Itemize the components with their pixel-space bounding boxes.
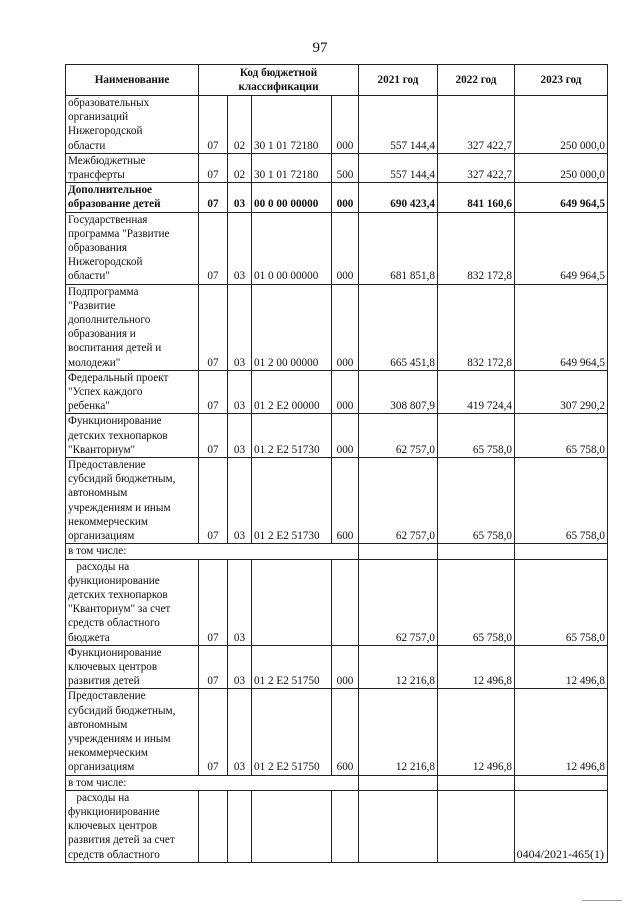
cell-y2023: 250 000,0 [515, 153, 608, 182]
row-name [66, 544, 359, 559]
row-name-line: развития детей за счет [68, 834, 175, 847]
cell-b: 02 [228, 153, 252, 182]
cell-y2023: 12 496,8 [515, 645, 608, 689]
cell-c: 01 2 E2 51750 [252, 645, 332, 689]
row-name-line: "Развитие [68, 299, 116, 312]
table-row [66, 183, 608, 212]
row-name-line: "Кванториум" [68, 443, 136, 456]
row-name-line: функционирование [68, 805, 160, 818]
row-name-line: субсидий бюджетным, [68, 473, 176, 486]
cell-b: 03 [228, 212, 252, 284]
cell-d: 600 [332, 689, 359, 775]
cell-y2021: 557 144,4 [359, 153, 438, 182]
row-name-line: Федеральный проект [68, 371, 169, 384]
cell-y2021: 681 851,8 [359, 212, 438, 284]
row-name-line: Государственная [68, 213, 148, 226]
row-name [66, 458, 199, 544]
row-name-line: Нижегородской [68, 125, 143, 138]
table-header-row [66, 65, 608, 96]
table-row [66, 96, 608, 154]
cell-a: 07 [199, 96, 228, 154]
cell-y2021: 690 423,4 [359, 183, 438, 212]
row-name-line: ключевых центров [68, 820, 158, 833]
row-name-line: организаций [68, 111, 129, 124]
cell-y2022: 12 496,8 [438, 689, 515, 775]
cell-y2021 [359, 790, 438, 862]
cell-y2021 [359, 544, 438, 559]
row-name [66, 96, 199, 154]
cell-c: 00 0 00 00000 [252, 183, 332, 212]
cell-a: 07 [199, 689, 228, 775]
row-name-line: молодежи" [68, 356, 121, 369]
header-name: Наименование [66, 65, 199, 96]
cell-y2022 [438, 544, 515, 559]
row-name [66, 559, 199, 645]
cell-a: 07 [199, 183, 228, 212]
cell-y2021: 62 757,0 [359, 458, 438, 544]
cell-d [332, 790, 359, 862]
table-row [66, 414, 608, 458]
table-row [66, 370, 608, 414]
cell-y2022: 12 496,8 [438, 645, 515, 689]
cell-a [199, 790, 228, 862]
row-name-line: дополнительного [68, 314, 151, 327]
row-name-line: образовательных [68, 97, 150, 109]
row-name-line: Нижегородской [68, 256, 143, 269]
cell-y2023: 65 758,0 [515, 458, 608, 544]
row-name [66, 153, 199, 182]
cell-b: 03 [228, 689, 252, 775]
cell-a: 07 [199, 212, 228, 284]
cell-d [332, 559, 359, 645]
row-name [66, 414, 199, 458]
cell-c: 30 1 01 72180 [252, 96, 332, 154]
cell-y2021: 308 807,9 [359, 370, 438, 414]
cell-a: 07 [199, 414, 228, 458]
cell-y2022: 832 172,8 [438, 284, 515, 370]
cell-y2021: 665 451,8 [359, 284, 438, 370]
row-name-line: Межбюджетные [68, 154, 146, 167]
cell-y2023 [515, 775, 608, 790]
cell-a: 07 [199, 645, 228, 689]
row-name-line: расходы на [68, 791, 130, 804]
cell-y2022: 65 758,0 [438, 458, 515, 544]
row-name-line: средств областного [68, 617, 160, 630]
budget-table [65, 64, 608, 863]
row-name-line: области [68, 139, 106, 152]
cell-d: 000 [332, 414, 359, 458]
table-body [66, 96, 608, 863]
cell-y2023: 250 000,0 [515, 96, 608, 154]
cell-a: 07 [199, 559, 228, 645]
cell-y2022: 327 422,7 [438, 96, 515, 154]
cell-y2023: 649 964,5 [515, 212, 608, 284]
row-name-line: образования [68, 242, 128, 255]
cell-d: 600 [332, 458, 359, 544]
row-name-line: некоммерческим [68, 515, 148, 528]
cell-b: 02 [228, 96, 252, 154]
cell-b: 03 [228, 370, 252, 414]
table-row [66, 559, 608, 645]
row-name-line: развития детей [68, 675, 140, 688]
cell-y2021: 62 757,0 [359, 414, 438, 458]
cell-d: 000 [332, 183, 359, 212]
cell-c [252, 559, 332, 645]
cell-y2023: 12 496,8 [515, 689, 608, 775]
cell-y2023: 65 758,0 [515, 559, 608, 645]
cell-a: 07 [199, 153, 228, 182]
cell-y2022: 419 724,4 [438, 370, 515, 414]
cell-d: 000 [332, 645, 359, 689]
cell-c: 30 1 01 72180 [252, 153, 332, 182]
table-row [66, 544, 608, 559]
table-row [66, 458, 608, 544]
row-name-line: расходы на [68, 560, 130, 573]
cell-y2021: 12 216,8 [359, 645, 438, 689]
row-name-line: некоммерческим [68, 747, 148, 760]
cell-y2021 [359, 775, 438, 790]
row-name [66, 645, 199, 689]
row-name-line: детских технопарков [68, 588, 168, 601]
cell-y2021: 62 757,0 [359, 559, 438, 645]
row-name-line: области" [68, 270, 110, 283]
page-number: 97 [312, 40, 328, 56]
row-name-line: Предоставление [68, 690, 146, 703]
row-name-line: Подпрограмма [68, 285, 139, 298]
row-name [66, 284, 199, 370]
cell-a: 07 [199, 284, 228, 370]
row-name-line: Предоставление [68, 459, 146, 472]
row-name-line: программа "Развитие [68, 227, 170, 240]
row-name-line: автономным [68, 718, 128, 731]
cell-c: 01 2 E2 51730 [252, 414, 332, 458]
table-row [66, 153, 608, 182]
cell-y2021: 557 144,4 [359, 96, 438, 154]
table-row [66, 284, 608, 370]
cell-y2023 [515, 544, 608, 559]
cell-d: 500 [332, 153, 359, 182]
cell-c [252, 790, 332, 862]
cell-b: 03 [228, 284, 252, 370]
cell-d: 000 [332, 96, 359, 154]
row-name-line: "Успех каждого [68, 386, 143, 399]
cell-b: 03 [228, 414, 252, 458]
table-row [66, 775, 608, 790]
cell-y2022: 327 422,7 [438, 153, 515, 182]
header-2023: 2023 год [515, 65, 608, 96]
row-name [66, 790, 199, 862]
cell-c: 01 2 E2 51750 [252, 689, 332, 775]
row-name-line: в том числе: [68, 776, 127, 789]
cell-c: 01 0 00 00000 [252, 212, 332, 284]
table-row [66, 689, 608, 775]
cell-y2022: 841 160,6 [438, 183, 515, 212]
cell-b [228, 790, 252, 862]
cell-d: 000 [332, 284, 359, 370]
row-name-line: ребенка" [68, 400, 110, 413]
row-name-line: образования и [68, 328, 136, 341]
row-name [66, 212, 199, 284]
cell-b: 03 [228, 645, 252, 689]
cell-y2023: 649 964,5 [515, 183, 608, 212]
cell-y2022: 65 758,0 [438, 414, 515, 458]
row-name-line: организациям [68, 530, 135, 543]
row-name-line: образование детей [68, 198, 161, 211]
row-name-line: в том числе: [68, 545, 127, 558]
cell-a: 07 [199, 458, 228, 544]
row-name-line: Функционирование [68, 646, 162, 659]
row-name-line: детских технопарков [68, 429, 168, 442]
cell-y2023: 307 290,2 [515, 370, 608, 414]
cell-y2022: 832 172,8 [438, 212, 515, 284]
cell-y2023: 65 758,0 [515, 414, 608, 458]
cell-d: 000 [332, 212, 359, 284]
row-name-line: функционирование [68, 574, 160, 587]
row-name-line: "Кванториум" за счет [68, 603, 171, 616]
row-name [66, 183, 199, 212]
row-name-line: Дополнительное [68, 184, 153, 197]
cell-a: 07 [199, 370, 228, 414]
cell-c: 01 2 00 00000 [252, 284, 332, 370]
header-2022: 2022 год [438, 65, 515, 96]
cell-y2022: 65 758,0 [438, 559, 515, 645]
row-name-line: бюджета [68, 631, 110, 644]
row-name-line: средств областного [68, 848, 160, 861]
cell-y2022 [438, 775, 515, 790]
cell-d: 000 [332, 370, 359, 414]
cell-y2022 [438, 790, 515, 862]
corner-mark [582, 900, 622, 901]
row-name-line: Функционирование [68, 415, 162, 428]
header-2021: 2021 год [359, 65, 438, 96]
row-name [66, 689, 199, 775]
table-row [66, 645, 608, 689]
cell-b: 03 [228, 183, 252, 212]
row-name-line: учреждениям и иным [68, 501, 171, 514]
cell-c: 01 2 E2 51730 [252, 458, 332, 544]
document-code: 0404/2021-465(1) [516, 847, 604, 861]
row-name-line: автономным [68, 487, 128, 500]
cell-y2021: 12 216,8 [359, 689, 438, 775]
row-name [66, 370, 199, 414]
row-name-line: учреждениям и иным [68, 732, 171, 745]
row-name-line: воспитания детей и [68, 342, 162, 355]
row-name-line: трансферты [68, 169, 125, 182]
row-name-line: ключевых центров [68, 660, 158, 673]
cell-b: 03 [228, 458, 252, 544]
row-name [66, 775, 359, 790]
row-name-line: организациям [68, 761, 135, 774]
cell-y2023: 649 964,5 [515, 284, 608, 370]
cell-b: 03 [228, 559, 252, 645]
table-row [66, 212, 608, 284]
header-code: Код бюджетной классификации [199, 65, 359, 96]
row-name-line: субсидий бюджетным, [68, 704, 176, 717]
cell-c: 01 2 E2 00000 [252, 370, 332, 414]
